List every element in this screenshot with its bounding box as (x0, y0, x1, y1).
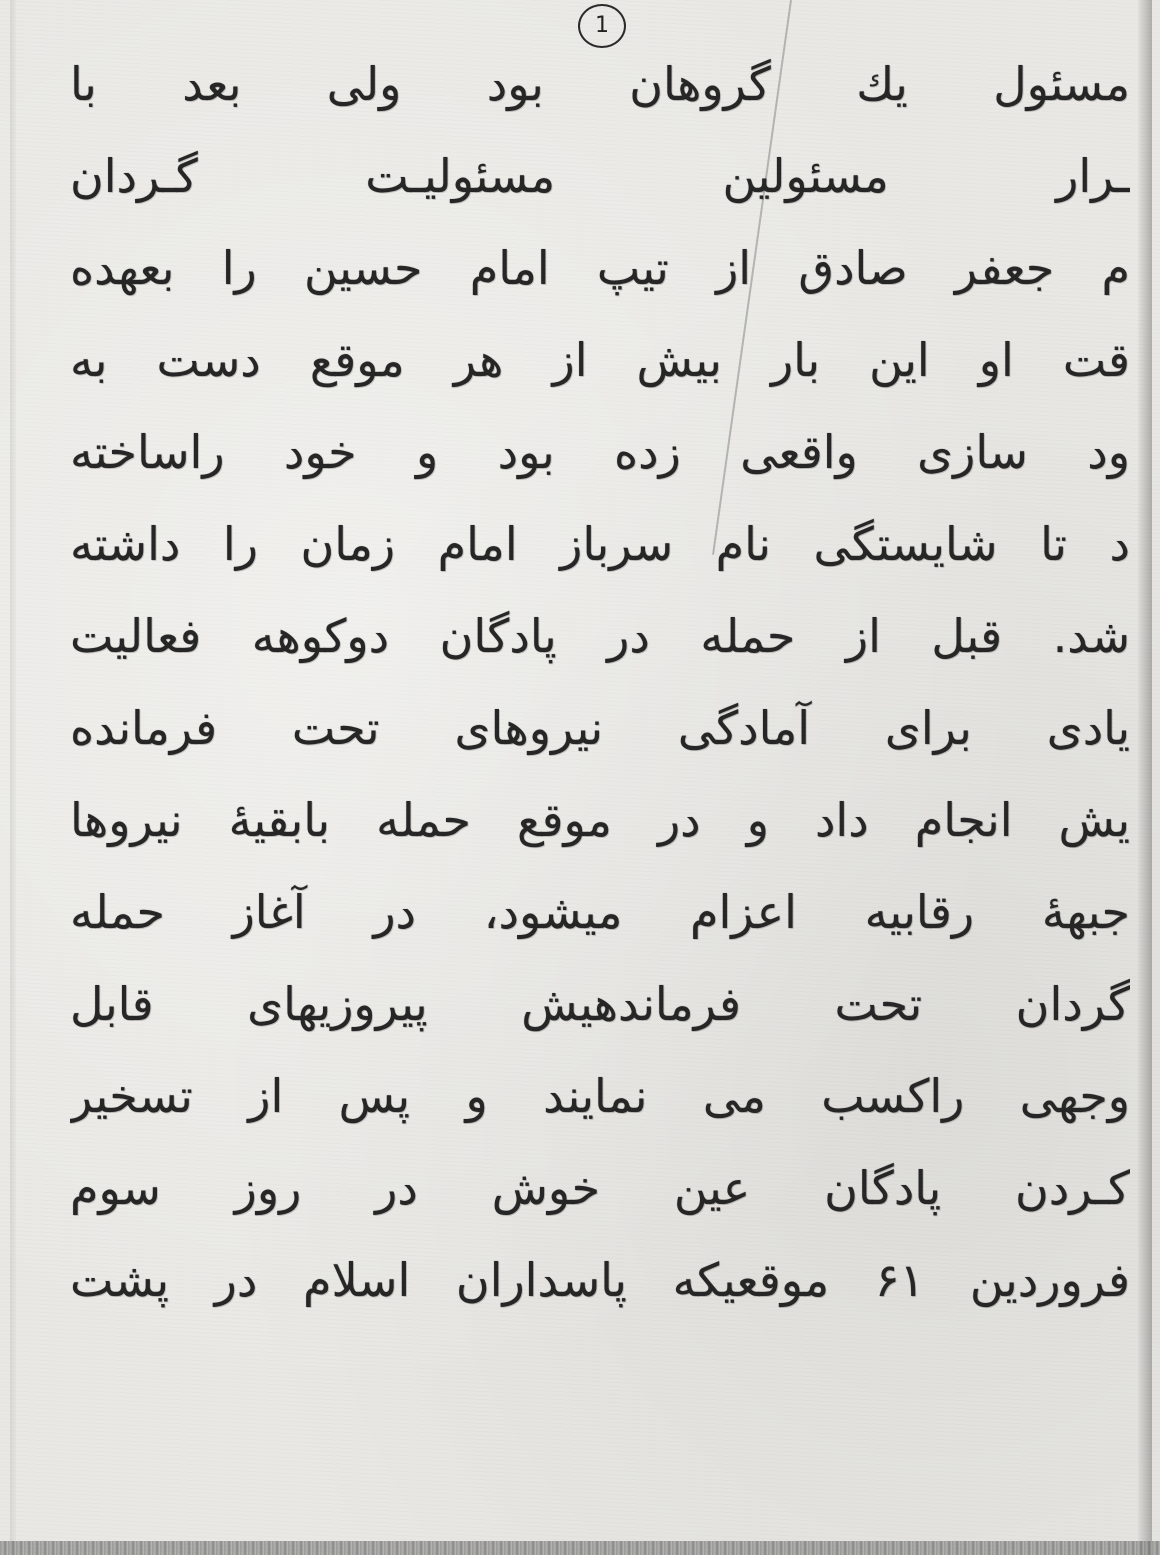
text-line: گردان تحت فرماندهیش پیروزیهای قابل (70, 977, 1130, 1031)
text-line: م جعفر صادق از تیپ امام حسین را بعهده (70, 241, 1130, 295)
text-line: کـردن پادگان عین خوش در روز سوم (70, 1161, 1130, 1215)
text-line: د تا شایستگی نام سرباز امام زمان را داشته (70, 517, 1130, 571)
scan-edge-strip (0, 1541, 1160, 1555)
right-page-edge (1138, 0, 1152, 1555)
page-number: 1 (578, 4, 626, 48)
text-line: فروردین ۶۱ موقعیکه پاسداران اسلام در پشت (70, 1253, 1130, 1307)
text-line: مسئول یك گروهان بود ولی بعد با (70, 57, 1130, 111)
text-line: جبههٔ رقابیه اعزام میشود، در آغاز حمله (70, 885, 1130, 939)
text-line: قت او این بار بیش از هر موقع دست به (70, 333, 1130, 387)
left-page-edge (10, 0, 16, 1555)
text-body (70, 38, 1130, 1326)
text-line: وجهی راکسب می نمایند و پس از تسخیر (70, 1069, 1130, 1123)
text-line: ـرار مسئولین مسئولیـت گـردان (70, 149, 1130, 203)
text-line: ود سازی واقعی زده بود و خود راساخته (70, 425, 1130, 479)
text-line: یش انجام داد و در موقع حمله بابقیهٔ نیروها (70, 793, 1130, 847)
text-line: یادی برای آمادگی نیروهای تحت فرمانده (70, 701, 1130, 755)
text-line: شد. قبل از حمله در پادگان دوکوهه فعالیت (70, 609, 1130, 663)
